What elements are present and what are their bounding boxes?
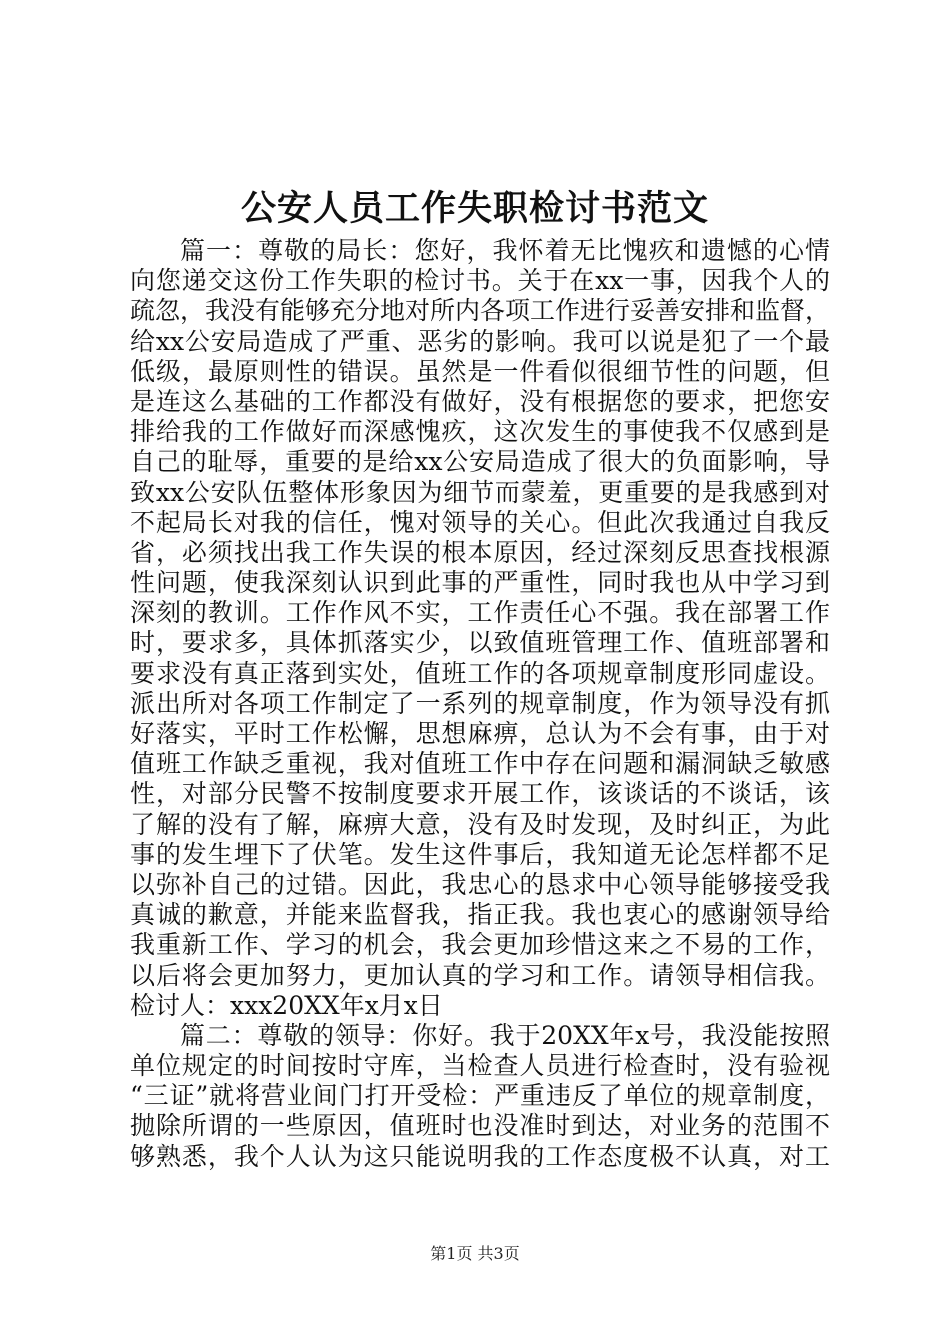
body-line: 排给我的工作做好而深感愧疚，这次发生的事使我不仅感到是 — [130, 417, 830, 447]
body-line: 要求没有真正落到实处，值班工作的各项规章制度形同虚设。 — [130, 658, 830, 688]
body-line: 不起局长对我的信任，愧对领导的关心。但此次我通过自我反 — [130, 507, 830, 537]
body-line: “三证”就将营业间门打开受检：严重违反了单位的规章制度， — [130, 1081, 830, 1111]
body-line: 是连这么基础的工作都没有做好，没有根据您的要求，把您安 — [130, 386, 830, 416]
body-line: 派出所对各项工作制定了一系列的规章制度，作为领导没有抓 — [130, 688, 830, 718]
body-line: 抛除所谓的一些原因，值班时也没准时到达，对业务的范围不 — [130, 1111, 830, 1141]
body-line: 疏忽，我没有能够充分地对所内各项工作进行妥善安排和监督， — [130, 296, 831, 326]
body-line: 低级，最原则性的错误。虽然是一件看似很细节性的问题，但 — [130, 356, 830, 386]
body-line: 单位规定的时间按时守库，当检查人员进行检查时，没有验视 — [130, 1051, 830, 1081]
body-line: 真诚的歉意，并能来监督我，指正我。我也衷心的感谢领导给 — [130, 900, 830, 930]
body-line: 好落实，平时工作松懈，思想麻痹，总认为不会有事，由于对 — [130, 719, 830, 748]
signature-line: 检讨人：xxx20XX年x月x日 — [130, 990, 443, 1020]
body-line: 给xx公安局造成了严重、恶劣的影响。我可以说是犯了一个最 — [130, 326, 830, 356]
body-line: 我重新工作、学习的机会，我会更加珍惜这来之不易的工作， — [130, 930, 830, 960]
body-line: 时，要求多，具体抓落实少，以致值班管理工作、值班部署和 — [130, 628, 830, 658]
body-line: 值班工作缺乏重视，我对值班工作中存在问题和漏洞缺乏敏感 — [130, 749, 830, 779]
body-line: 事的发生埋下了伏笔。发生这件事后，我知道无论怎样都不足 — [130, 839, 830, 869]
body-line: 省，必须找出我工作失误的根本原因，经过深刻反思查找根源 — [130, 537, 830, 567]
body-line: 篇一：尊敬的局长：您好，我怀着无比愧疚和遗憾的心情 — [180, 236, 830, 265]
body-line: 以弥补自己的过错。因此，我忠心的恳求中心领导能够接受我 — [130, 869, 830, 899]
body-line: 深刻的教训。工作作风不实，工作责任心不强。我在部署工作 — [130, 598, 830, 628]
page-number: 第1页 共3页 — [430, 1244, 520, 1263]
body-line: 以后将会更加努力，更加认真的学习和工作。请领导相信我。 — [130, 960, 830, 990]
document-title: 公安人员工作失职检讨书范文 — [240, 188, 709, 229]
body-line: 致xx公安队伍整体形象因为细节而蒙羞，更重要的是我感到对 — [130, 477, 830, 507]
document-body — [130, 236, 830, 1172]
body-line: 够熟悉，我个人认为这只能说明我的工作态度极不认真，对工 — [130, 1141, 830, 1171]
body-line: 性，对部分民警不按制度要求开展工作，该谈话的不谈话，该 — [130, 779, 830, 809]
body-line: 了解的没有了解，麻痹大意，没有及时发现，及时纠正，为此 — [130, 809, 830, 839]
body-line: 篇二：尊敬的领导：你好。我于20XX年x号，我没能按照 — [180, 1020, 830, 1050]
body-line: 向您递交这份工作失职的检讨书。关于在xx一事，因我个人的 — [130, 266, 830, 296]
body-line: 自己的耻辱，重要的是给xx公安局造成了很大的负面影响，导 — [130, 447, 830, 477]
body-line: 性问题，使我深刻认识到此事的严重性，同时我也从中学习到 — [130, 568, 830, 598]
